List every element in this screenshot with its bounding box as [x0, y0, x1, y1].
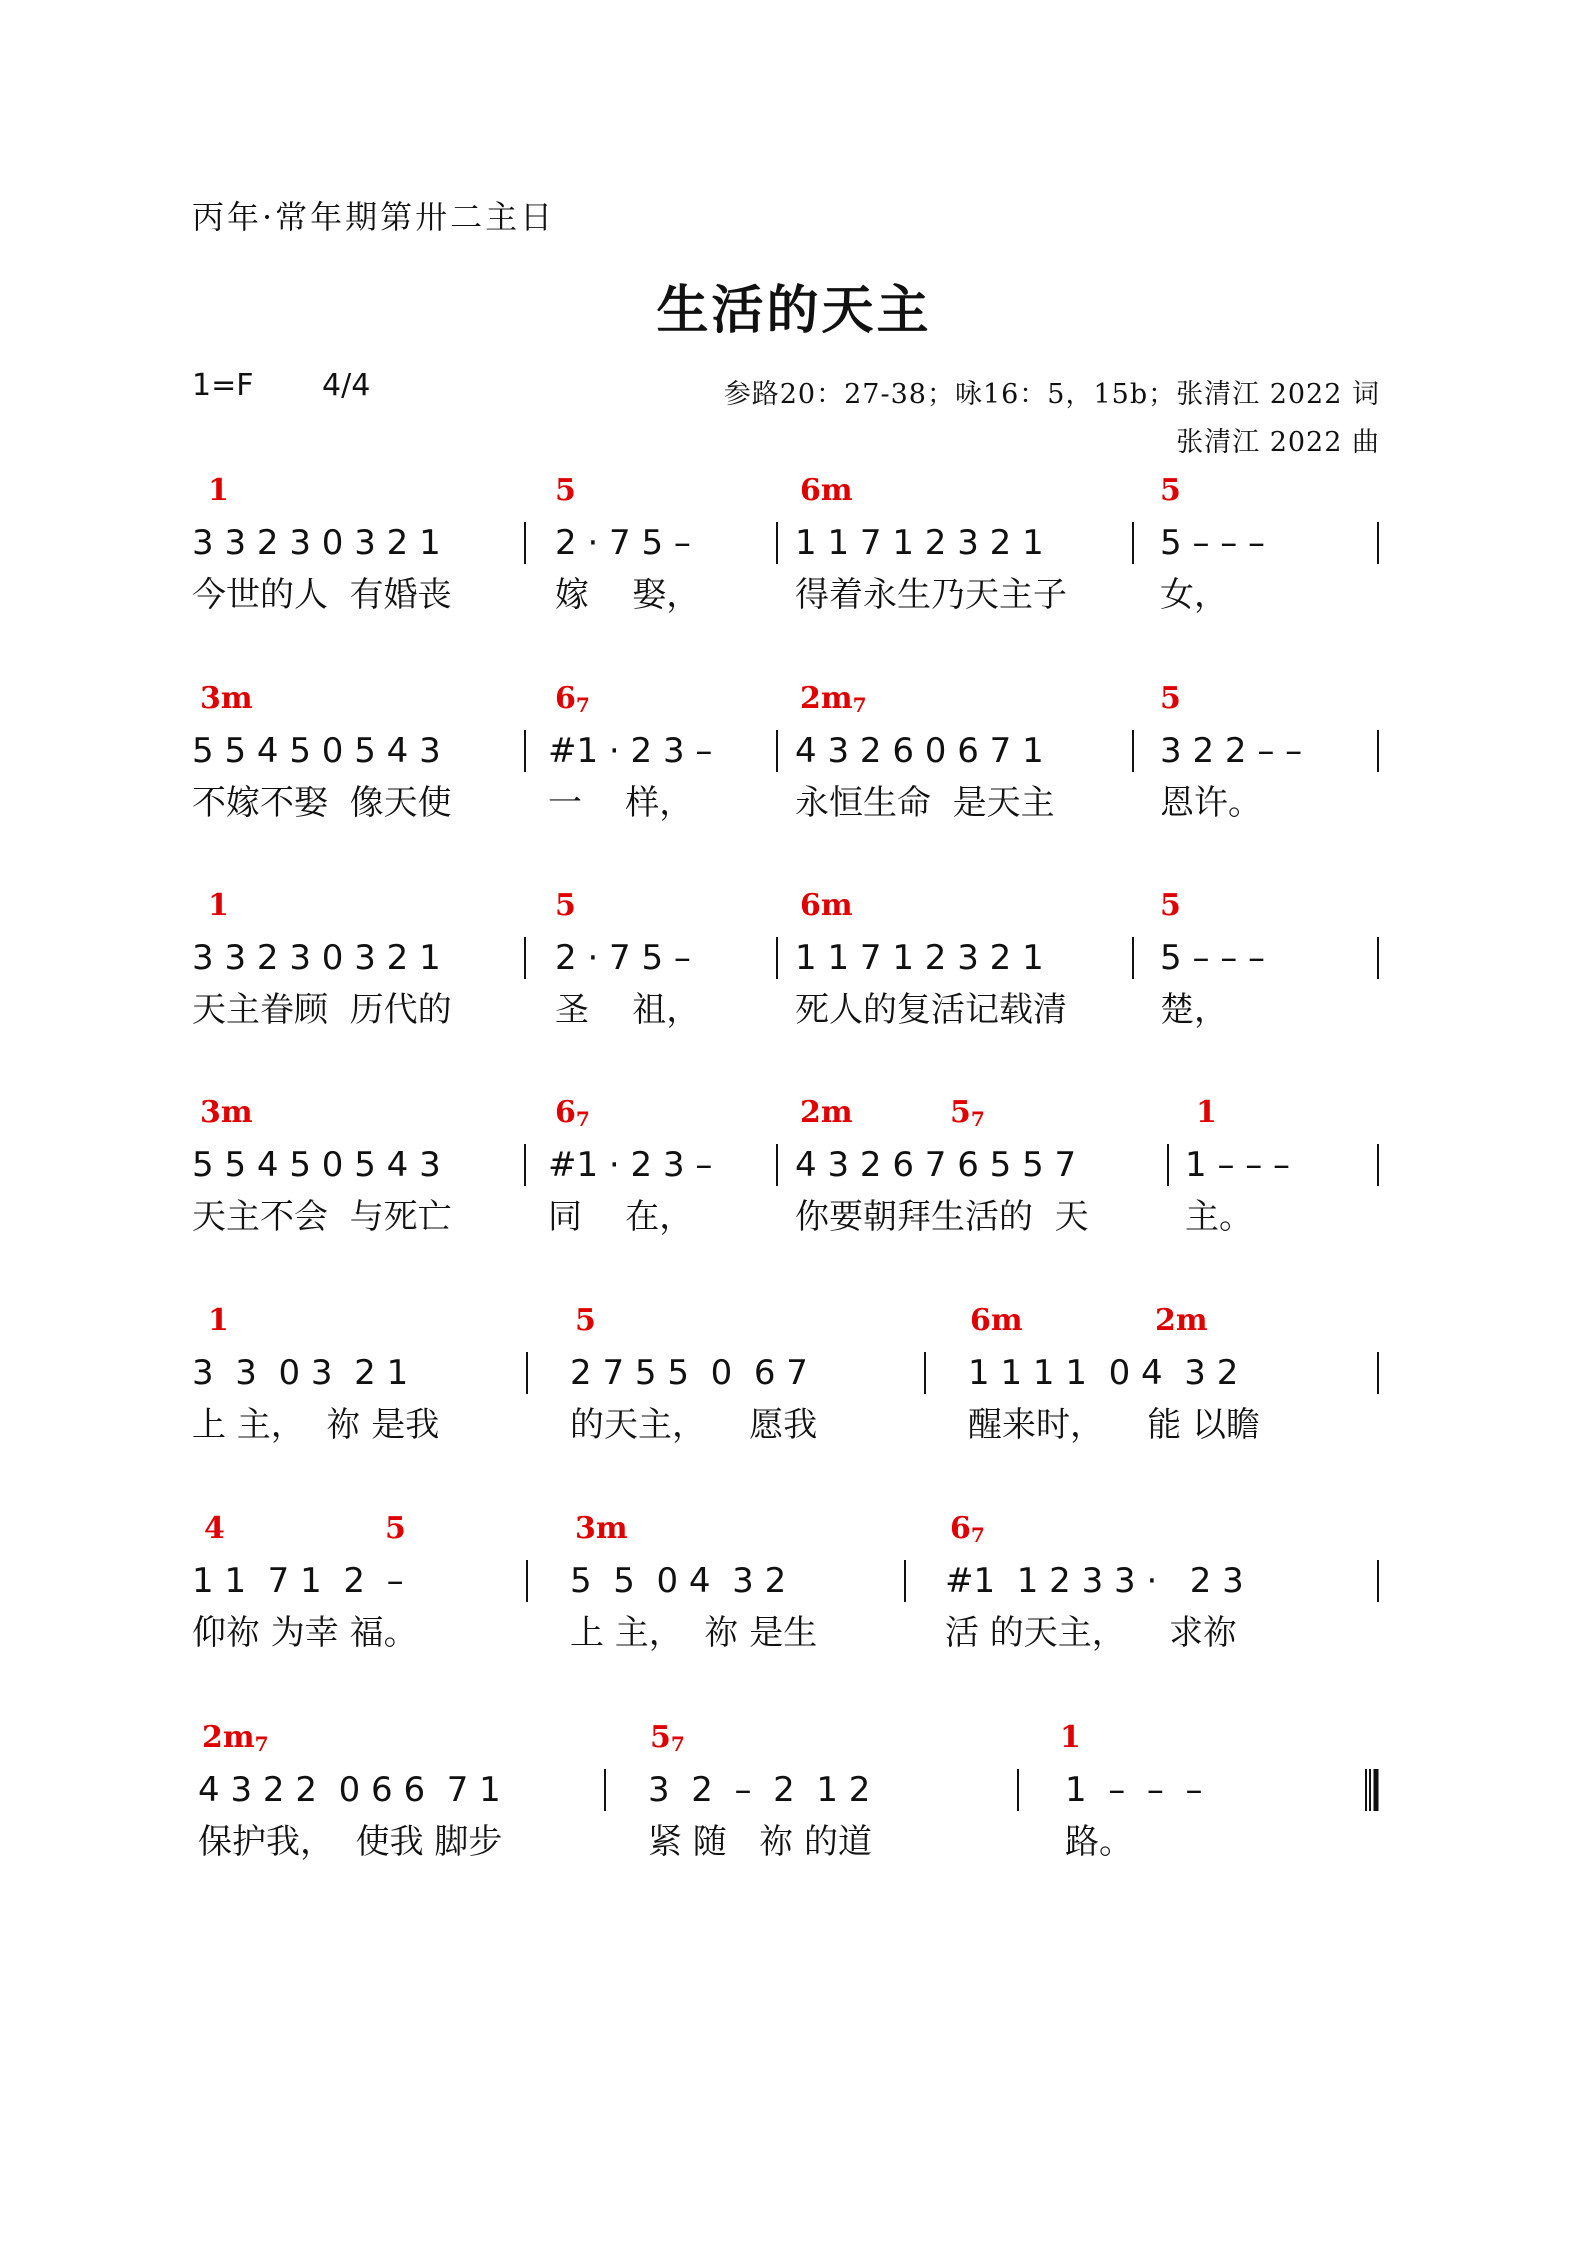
note-sequence: #1 1 2 3 3 · 2 3	[945, 1561, 1244, 1601]
note-sequence: 1 – – –	[1065, 1770, 1203, 1810]
note-sequence: 1 1 7 1 2 –	[192, 1561, 404, 1601]
note-sequence: #1 · 2 3 –	[548, 731, 713, 771]
note-sequence: 5 5 4 5 0 5 4 3	[192, 731, 441, 771]
chord-symbol: 2m7	[800, 681, 867, 717]
note-sequence: 4 3 2 6 0 6 7 1	[795, 731, 1044, 771]
note-sequence: 3 2 – 2 1 2	[648, 1770, 871, 1810]
note-sequence: 1 1 1 1 0 4 3 2	[968, 1353, 1239, 1393]
note-sequence: 4 3 2 6 7 6 5 5 7	[795, 1145, 1077, 1185]
note-sequence: 2 · 7 5 –	[555, 938, 691, 978]
note-sequence: #1 · 2 3 –	[548, 1145, 713, 1185]
lyric-line: 上 主， 祢 是生	[570, 1613, 818, 1653]
composer-credit: 张清江 2022 曲	[1176, 427, 1380, 458]
lyric-line: 天主眷顾 历代的	[192, 990, 452, 1030]
chord-symbol: 1	[208, 1303, 229, 1338]
lyric-line: 死人的复活记载清	[795, 990, 1067, 1030]
note-sequence: 3 3 2 3 0 3 2 1	[192, 523, 441, 563]
song-title: 生活的天主	[656, 281, 932, 341]
chord-symbol: 5	[1160, 473, 1181, 508]
chord-symbol: 6m	[800, 473, 853, 508]
note-sequence: 5 5 0 4 3 2	[570, 1561, 787, 1601]
chord-symbol: 3m	[200, 1095, 253, 1130]
lyric-line: 天主不会 与死亡	[192, 1197, 452, 1237]
chord-symbol: 6m	[970, 1303, 1023, 1338]
lyric-line: 永恒生命 是天主	[795, 783, 1055, 823]
lyric-line: 得着永生乃天主子	[795, 575, 1067, 615]
lyric-line: 今世的人 有婚丧	[192, 575, 452, 615]
note-sequence: 5 5 4 5 0 5 4 3	[192, 1145, 441, 1185]
lyric-line: 的天主， 愿我	[570, 1405, 818, 1445]
note-sequence: 3 2 2 – –	[1160, 731, 1303, 771]
lyric-line: 紧 随 祢 的道	[648, 1822, 873, 1862]
chord-symbol: 57	[950, 1095, 985, 1131]
note-sequence: 2 7 5 5 0 6 7	[570, 1353, 808, 1393]
chord-symbol: 1	[1196, 1095, 1217, 1130]
note-sequence: 5 – – –	[1160, 523, 1266, 563]
note-sequence: 5 – – –	[1160, 938, 1266, 978]
chord-symbol: 5	[575, 1303, 596, 1338]
lyric-line: 主。	[1185, 1197, 1253, 1237]
lyric-line: 活 的天主， 求祢	[945, 1613, 1238, 1653]
chord-symbol: 2m	[800, 1095, 853, 1130]
chord-symbol: 5	[1160, 888, 1181, 923]
note-sequence: 2 · 7 5 –	[555, 523, 691, 563]
lyric-line: 仰祢 为幸 福。	[192, 1613, 418, 1653]
lyric-line: 恩许。	[1160, 783, 1262, 823]
chord-symbol: 67	[555, 1095, 590, 1131]
chord-symbol: 57	[650, 1720, 685, 1756]
time-signature: 4/4	[322, 368, 371, 403]
lyric-line: 上 主， 祢 是我	[192, 1405, 440, 1445]
chord-symbol: 67	[950, 1511, 985, 1547]
note-sequence: 4 3 2 2 0 6 6 7 1	[198, 1770, 501, 1810]
note-sequence: 1 – – –	[1185, 1145, 1291, 1185]
lyric-line: 楚，	[1160, 990, 1228, 1030]
lyric-line: 你要朝拜生活的 天	[795, 1197, 1089, 1237]
chord-symbol: 5	[555, 473, 576, 508]
chord-symbol: 5	[1160, 681, 1181, 716]
key-signature: 1=F	[192, 368, 254, 403]
occasion-label: 丙年·常年期第卅二主日	[192, 198, 556, 236]
chord-symbol: 2m	[1155, 1303, 1208, 1338]
chord-symbol: 5	[385, 1511, 406, 1546]
lyric-line: 路。	[1065, 1822, 1133, 1862]
lyric-line: 同 在，	[548, 1197, 694, 1237]
note-sequence: 1 1 7 1 2 3 2 1	[795, 938, 1044, 978]
lyric-line: 不嫁不娶 像天使	[192, 783, 452, 823]
lyric-line: 保护我， 使我 脚步	[198, 1822, 503, 1862]
chord-symbol: 3m	[200, 681, 253, 716]
chord-symbol: 5	[555, 888, 576, 923]
chord-symbol: 6m	[800, 888, 853, 923]
lyric-line: 圣 祖，	[555, 990, 701, 1030]
lyric-line: 一 样，	[548, 783, 694, 823]
chord-symbol: 1	[208, 888, 229, 923]
chord-symbol: 4	[204, 1511, 225, 1546]
lyrics-source: 参路20：27-38；咏16：5，15b；张清江 2022 词	[723, 379, 1380, 410]
chord-symbol: 3m	[575, 1511, 628, 1546]
chord-symbol: 1	[1060, 1720, 1081, 1755]
chord-symbol: 67	[555, 681, 590, 717]
chord-symbol: 2m7	[202, 1720, 269, 1756]
note-sequence: 3 3 2 3 0 3 2 1	[192, 938, 441, 978]
lyric-line: 嫁 娶，	[555, 575, 701, 615]
chord-symbol: 1	[208, 473, 229, 508]
note-sequence: 1 1 7 1 2 3 2 1	[795, 523, 1044, 563]
note-sequence: 3 3 0 3 2 1	[192, 1353, 409, 1393]
lyric-line: 醒来时， 能 以瞻	[968, 1405, 1261, 1445]
lyric-line: 女，	[1160, 575, 1228, 615]
